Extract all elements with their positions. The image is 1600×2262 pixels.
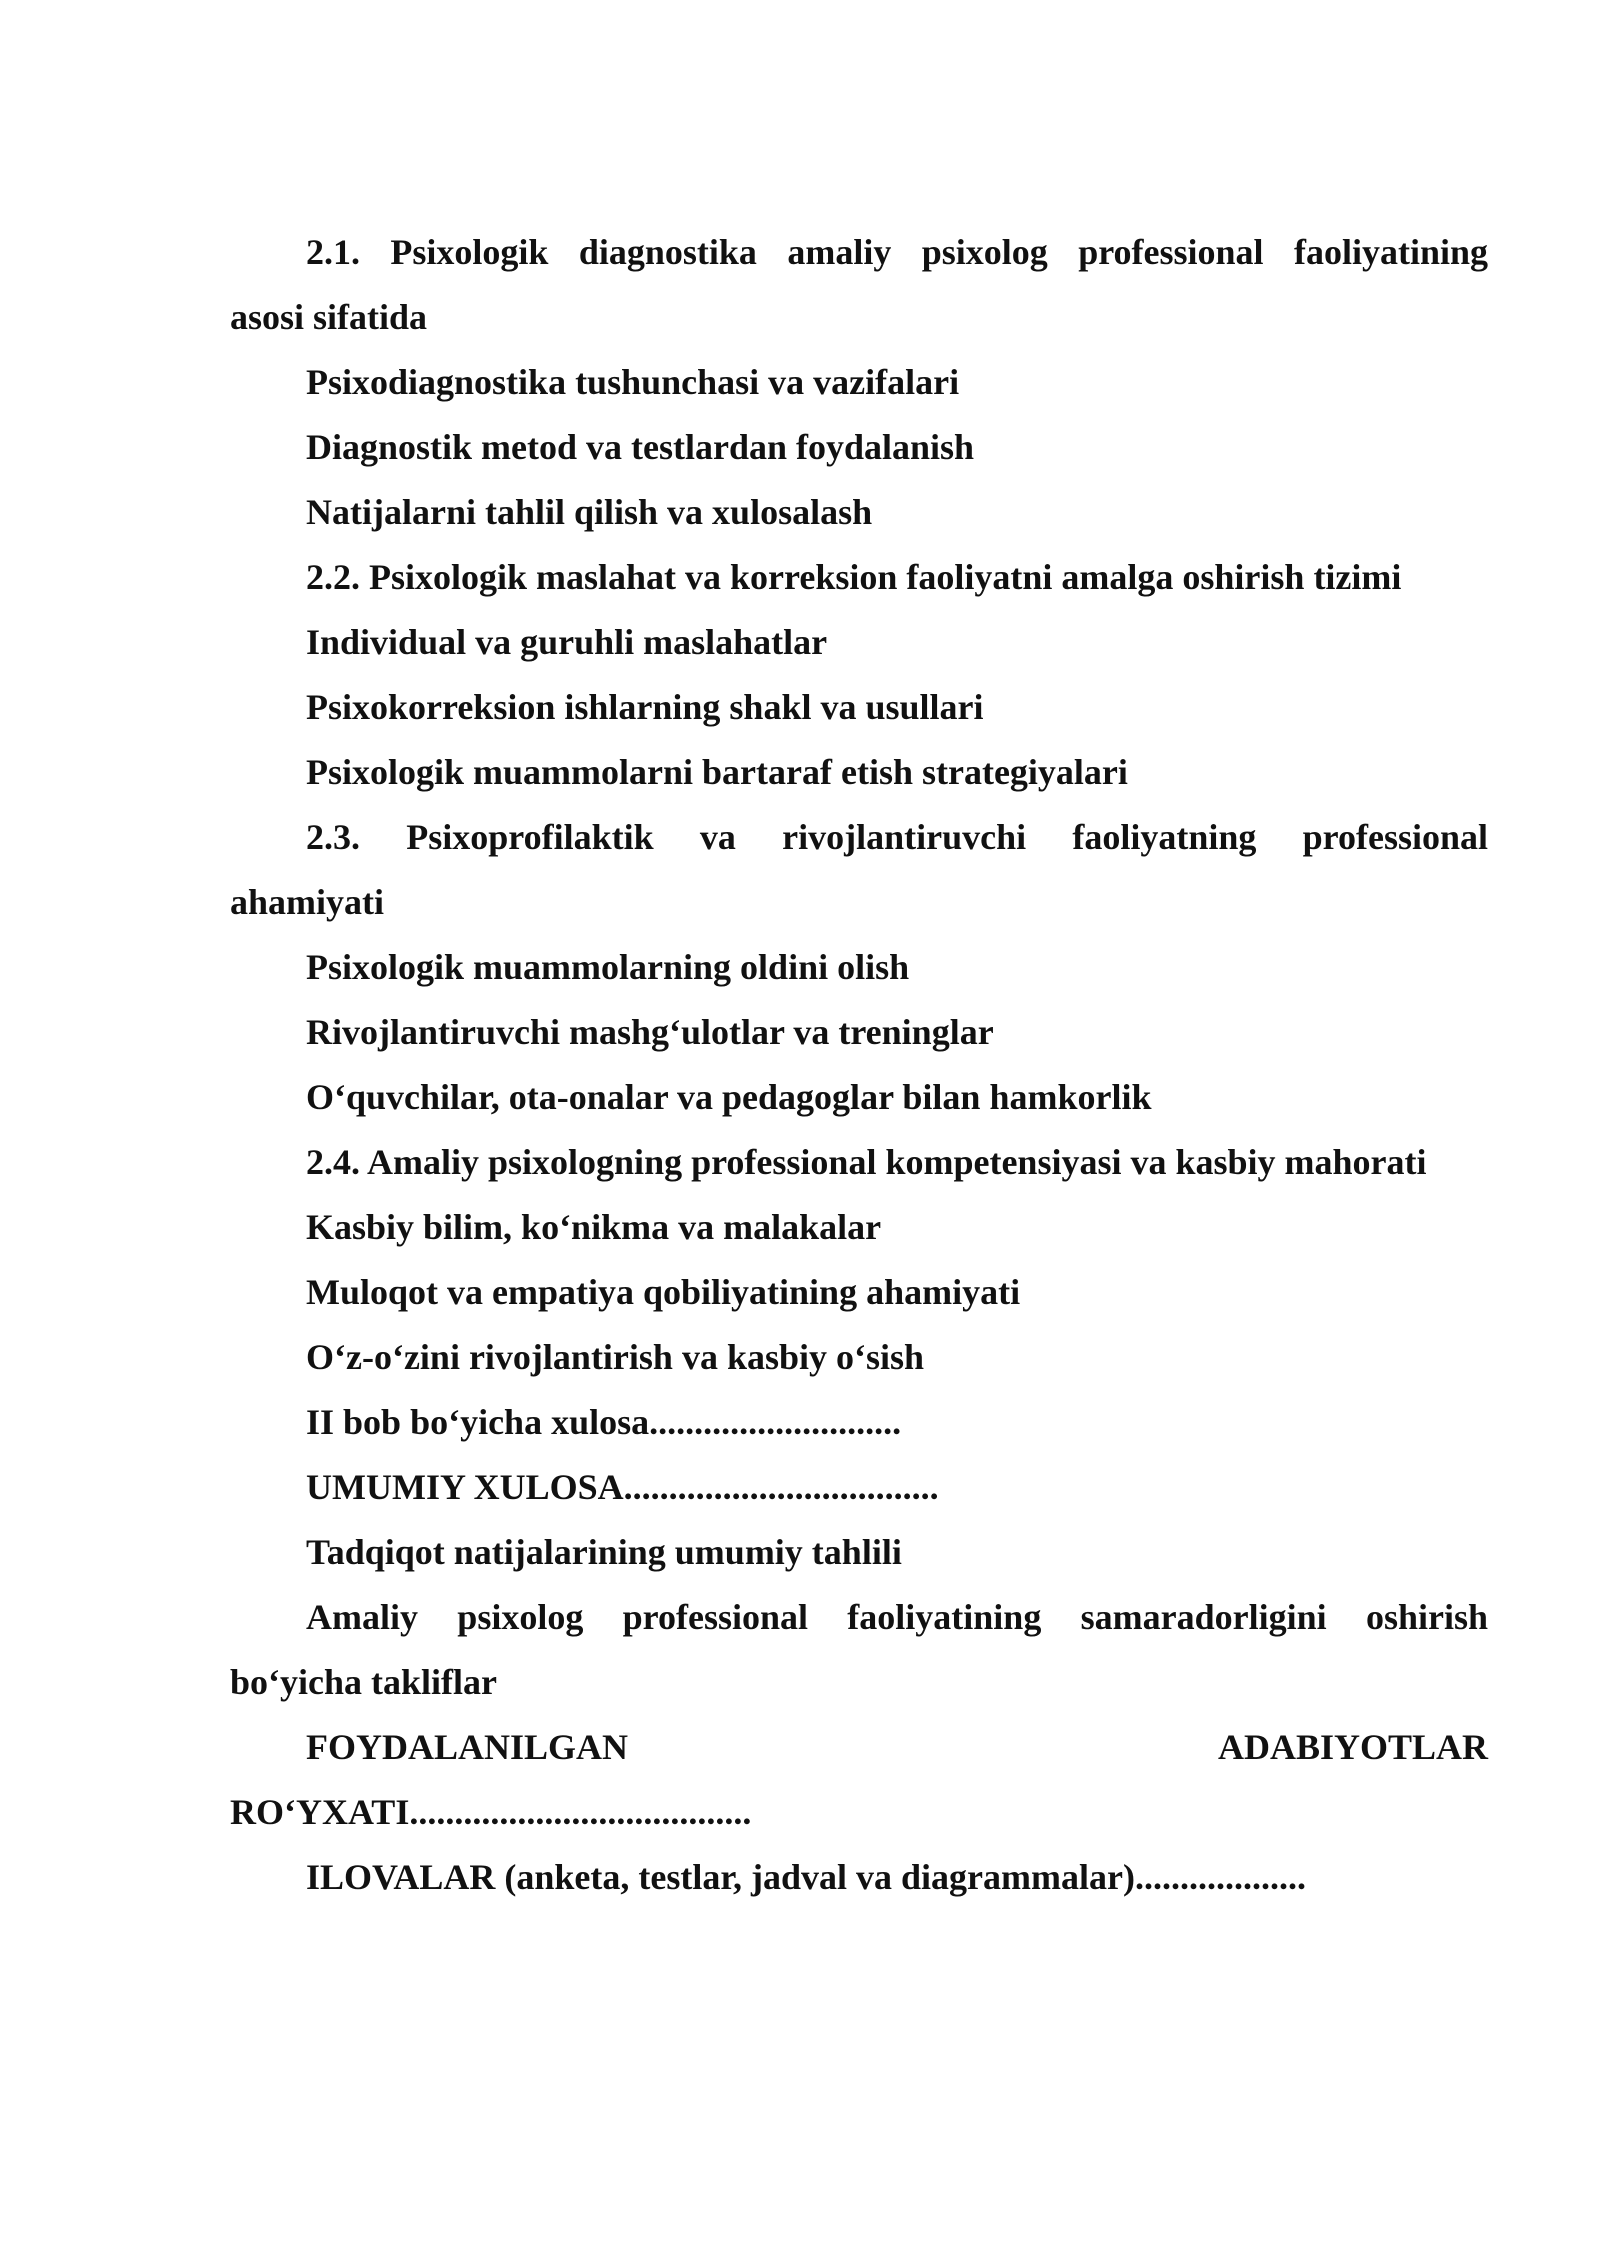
toc-references-right: ADABIYOTLAR (1217, 1727, 1488, 1767)
toc-references-left: FOYDALANILGAN (306, 1727, 629, 1767)
toc-heading-2-2: 2.2. Psixologik maslahat va korreksion faoliyatni amalga oshirish tizimi (306, 557, 1402, 597)
toc-subitem: Natijalarni tahlil qilish va xulosalash (306, 492, 873, 532)
toc-subitem: Kasbiy bilim, ko‘nikma va malakalar (306, 1207, 882, 1247)
toc-heading-2-4: 2.4. Amaliy psixologning professional kompetensiyasi va kasbiy mahorati (306, 1142, 1427, 1182)
toc-references-continuation: RO‘YXATI...................................... (230, 1792, 752, 1832)
toc-subitem: Rivojlantiruvchi mashg‘ulotlar va treninglar (306, 1012, 994, 1052)
toc-chapter-conclusion: II bob bo‘yicha xulosa............................ (306, 1402, 902, 1442)
toc-subitem: Psixologik muammolarning oldini olish (306, 947, 910, 987)
toc-heading-2-1-continuation: asosi sifatida (230, 297, 428, 337)
toc-subitem: Diagnostik metod va testlardan foydalanish (306, 427, 975, 467)
toc-heading-2-3-continuation: ahamiyati (230, 882, 385, 922)
toc-subitem: O‘z-o‘zini rivojlantirish va kasbiy o‘sish (306, 1337, 925, 1377)
toc-appendices: ILOVALAR (anketa, testlar, jadval va diagrammalar)................... (306, 1857, 1306, 1897)
toc-subitem: Psixologik muammolarni bartaraf etish strategiyalari (306, 752, 1128, 792)
toc-general-conclusion: UMUMIY XULOSA................................... (306, 1467, 939, 1507)
toc-subitem: Tadqiqot natijalarining umumiy tahlili (306, 1532, 902, 1572)
toc-heading-2-3: 2.3. Psixoprofilaktik va rivojlantiruvchi faoliyatning professional (306, 817, 1488, 857)
toc-subitem: Psixodiagnostika tushunchasi va vazifalari (306, 362, 960, 402)
toc-heading-2-1: 2.1. Psixologik diagnostika amaliy psixolog professional faoliyatining (306, 232, 1488, 272)
toc-subitem: O‘quvchilar, ota-onalar va pedagoglar bilan hamkorlik (306, 1077, 1152, 1117)
toc-subitem: Muloqot va empatiya qobiliyatining ahamiyati (306, 1272, 1021, 1312)
toc-subitem: Individual va guruhli maslahatlar (306, 622, 828, 662)
table-of-contents (230, 220, 1488, 1910)
toc-subitem: Psixokorreksion ishlarning shakl va usullari (306, 687, 984, 727)
toc-references (230, 1715, 1488, 1780)
toc-recommendations: Amaliy psixolog professional faoliyatining samaradorligini oshirish (306, 1597, 1488, 1637)
toc-recommendations-continuation: bo‘yicha takliflar (230, 1662, 497, 1702)
